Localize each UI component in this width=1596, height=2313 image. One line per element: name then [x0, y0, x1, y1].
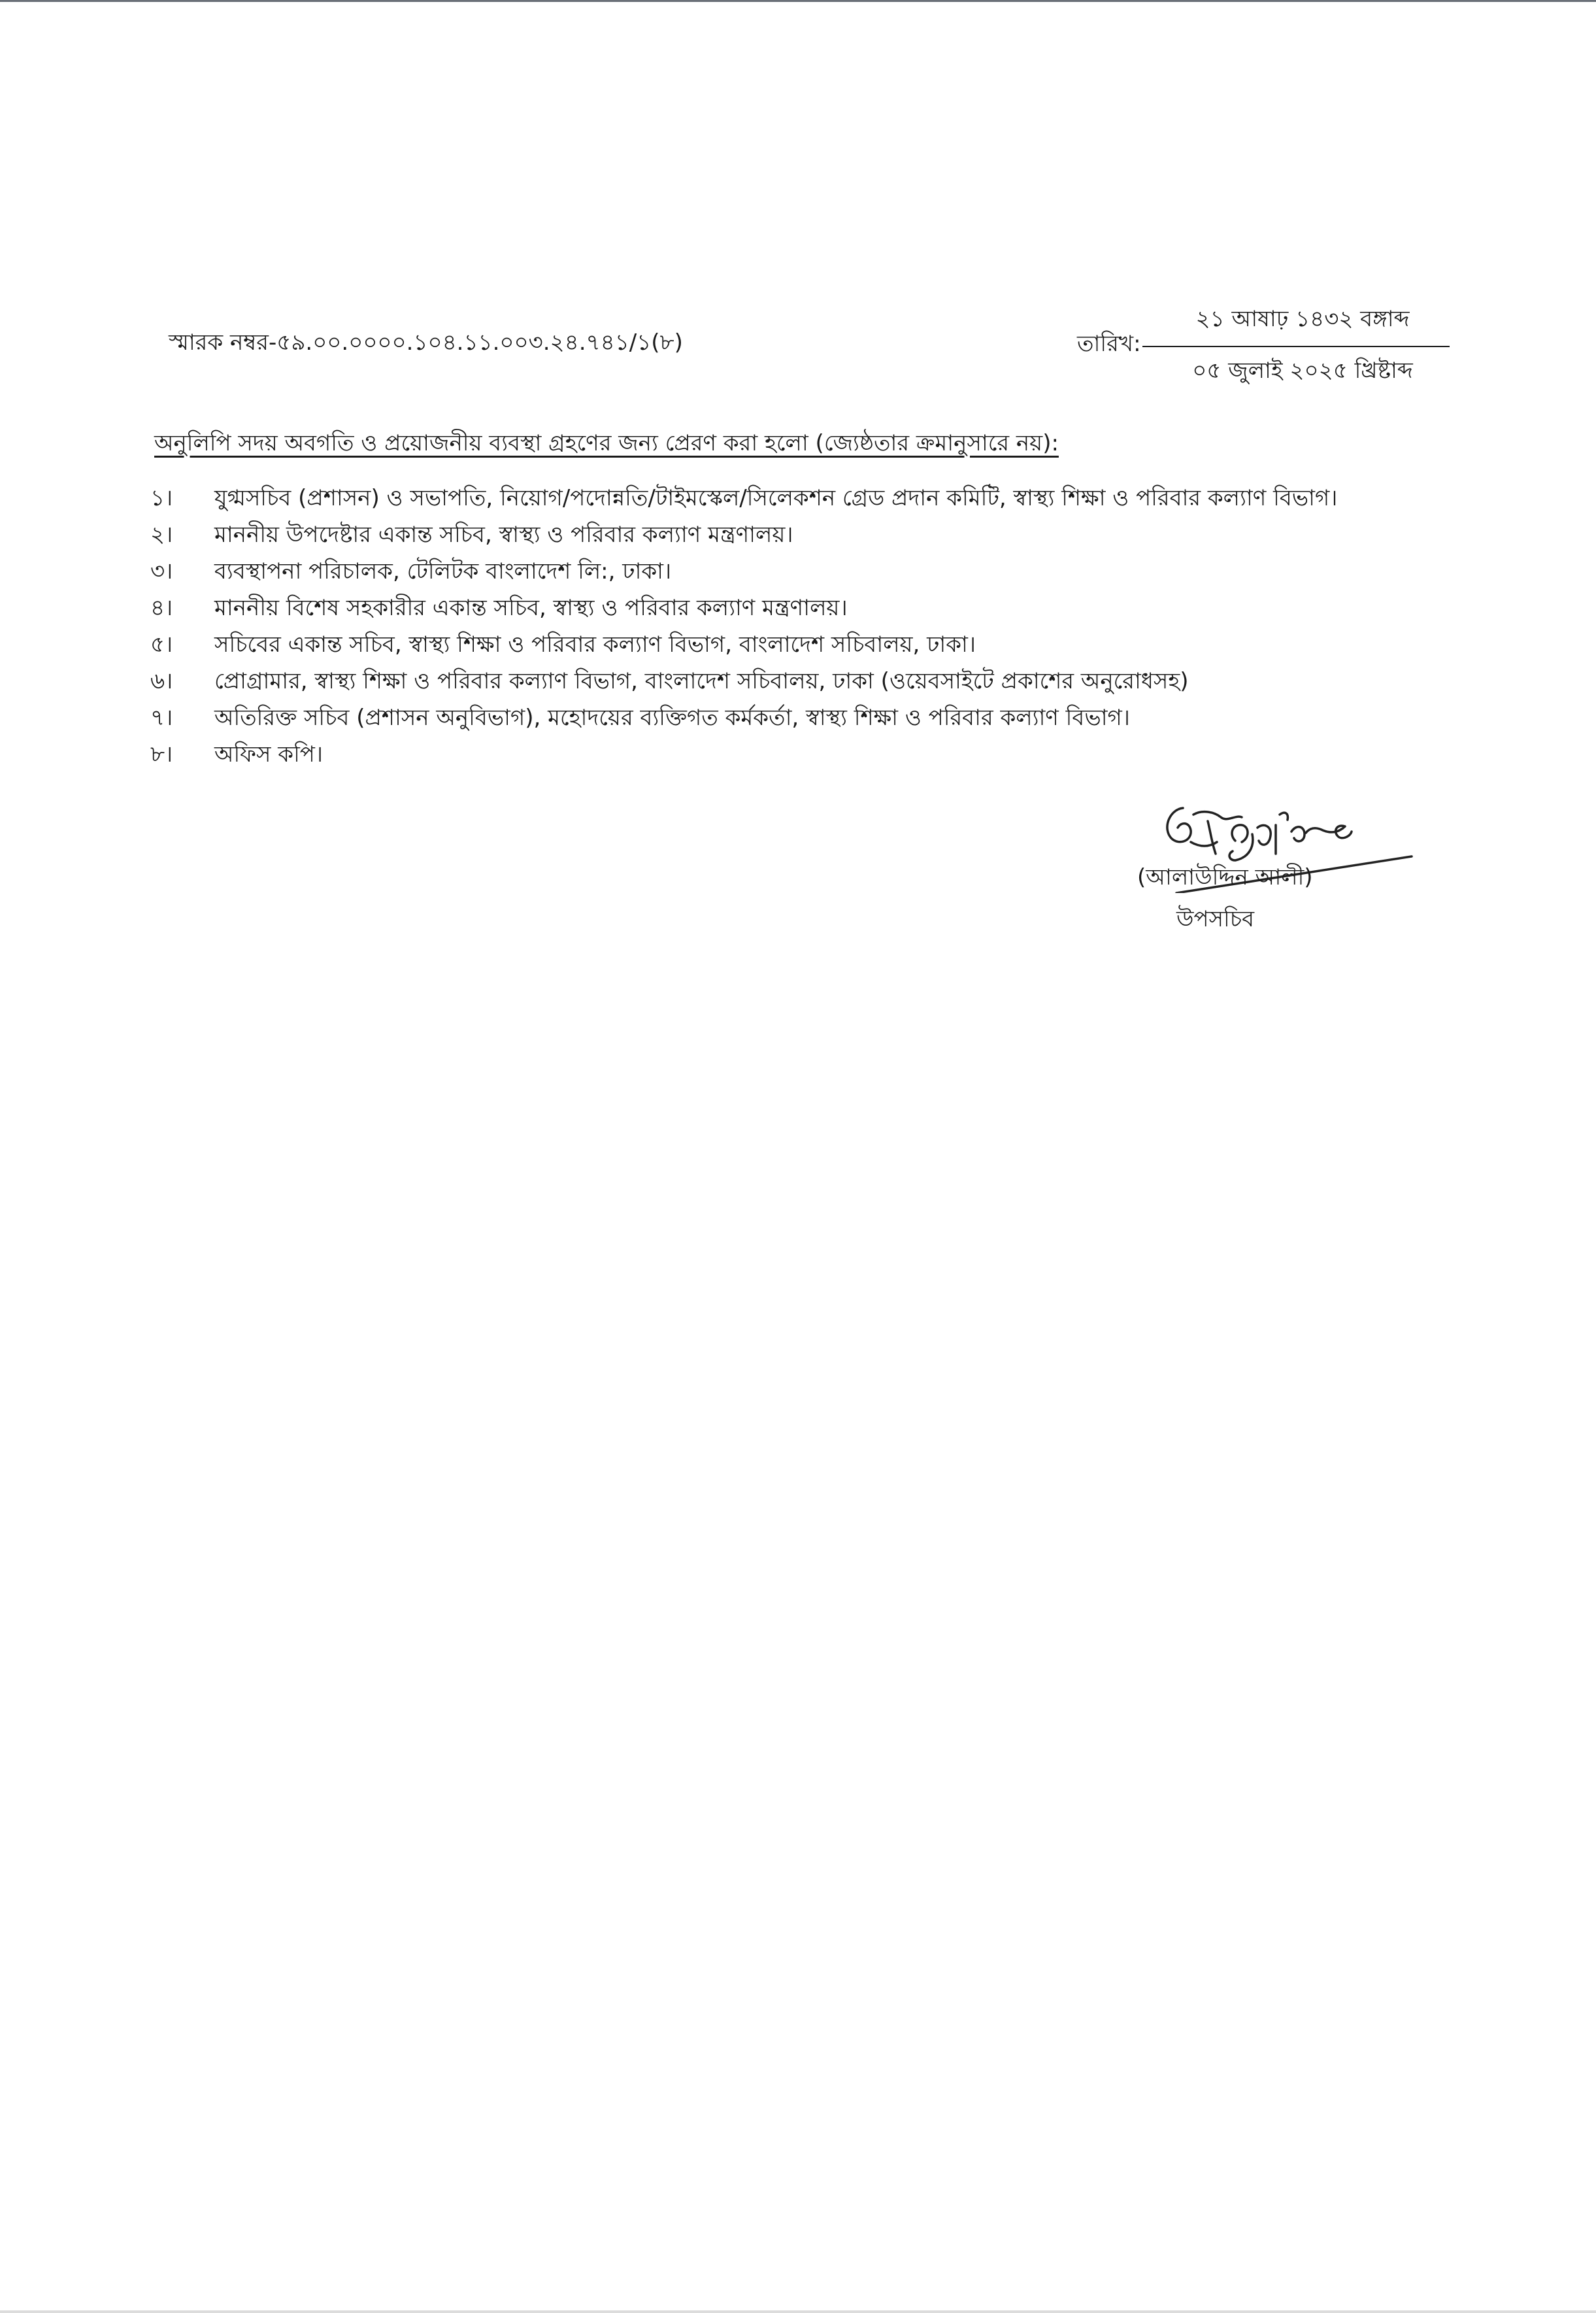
date-bangla: ২১ আষাঢ় ১৪৩২ বঙ্গাব্দ: [1195, 306, 1410, 332]
date-english: ০৫ জুলাই ২০২৫ খ্রিষ্টাব্দ: [1192, 358, 1413, 384]
signature-block: [1124, 795, 1425, 945]
list-item: [150, 590, 1444, 626]
copy-heading: অনুলিপি সদয় অবগতি ও প্রয়োজনীয় ব্যবস্থা গ্রহণের জন্য প্রেরণ করা হলো (জ্যেষ্ঠতার ক্রমানুসারে নয়):: [154, 430, 1059, 456]
page-bottom-edge: [0, 2310, 1596, 2313]
memo-number: স্মারক নম্বর-৫৯.০০.০০০০.১০৪.১১.০০৩.২৪.৭৪১/১(৮): [169, 329, 683, 356]
list-item-number: ৫।: [150, 632, 173, 658]
list-item-text: প্রোগ্রামার, স্বাস্থ্য শিক্ষা ও পরিবার কল্যাণ বিভাগ, বাংলাদেশ সচিবালয়, ঢাকা (ওয়েবসাইটে প্রকাশের অনুরোধসহ): [214, 668, 1189, 694]
signatory-name: (আলাউদ্দিন আলী): [1137, 864, 1313, 890]
list-item-number: ১।: [150, 485, 173, 511]
list-item: [150, 663, 1444, 700]
page-top-edge: [0, 0, 1596, 2]
list-item-number: ৮।: [150, 741, 173, 768]
list-item-text: যুগ্মসচিব (প্রশাসন) ও সভাপতি, নিয়োগ/পদোন্নতি/টাইমস্কেল/সিলেকশন গ্রেড প্রদান কমিটি, স্বাস্থ্য শিক্ষা ও পরিবার কল্যাণ বিভাগ।: [214, 485, 1338, 511]
list-item: [150, 700, 1444, 736]
list-item-text: সচিবের একান্ত সচিব, স্বাস্থ্য শিক্ষা ও পরিবার কল্যাণ বিভাগ, বাংলাদেশ সচিবালয়, ঢাকা।: [214, 632, 976, 658]
list-item: [150, 516, 1444, 553]
list-item-number: ৭।: [150, 705, 173, 731]
distribution-list: [150, 480, 1444, 773]
list-item-text: অফিস কপি।: [214, 741, 324, 768]
list-item-number: ২।: [150, 522, 173, 548]
list-item: [150, 736, 1444, 773]
list-item-text: অতিরিক্ত সচিব (প্রশাসন অনুবিভাগ), মহোদয়ের ব্যক্তিগত কর্মকর্তা, স্বাস্থ্য শিক্ষা ও পরিবার কল্যাণ বিভাগ।: [214, 705, 1130, 731]
list-item-text: মাননীয় বিশেষ সহকারীর একান্ত সচিব, স্বাস্থ্য ও পরিবার কল্যাণ মন্ত্রণালয়।: [214, 595, 848, 621]
signatory-designation: উপসচিব: [1176, 906, 1255, 932]
list-item-text: মাননীয় উপদেষ্টার একান্ত সচিব, স্বাস্থ্য ও পরিবার কল্যাণ মন্ত্রণালয়।: [214, 522, 793, 548]
list-item: [150, 626, 1444, 663]
date-block: [1142, 302, 1450, 391]
list-item-number: ৪।: [150, 595, 173, 621]
list-item: [150, 553, 1444, 590]
list-item-text: ব্যবস্থাপনা পরিচালক, টেলিটক বাংলাদেশ লি:, ঢাকা।: [214, 558, 672, 584]
list-item: [150, 480, 1444, 516]
date-label: তারিখ:: [1077, 331, 1141, 357]
list-item-number: ৩।: [150, 558, 173, 584]
list-item-number: ৬।: [150, 668, 173, 694]
